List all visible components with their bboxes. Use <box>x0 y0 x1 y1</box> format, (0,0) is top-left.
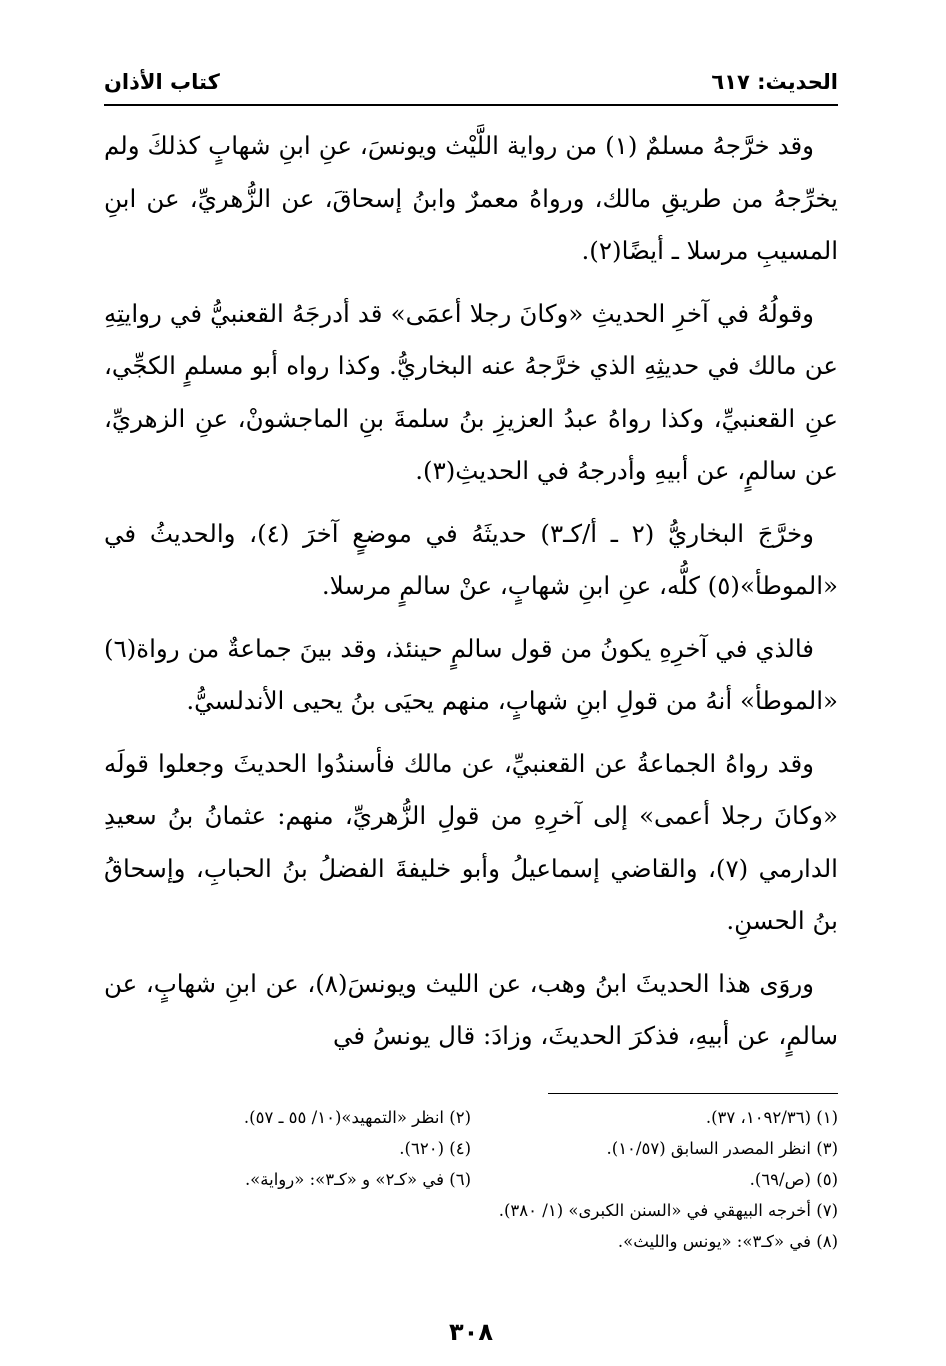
footnote: (٤) (٦٢٠). <box>399 1138 471 1158</box>
page-number: ٣٠٨ <box>449 1318 493 1346</box>
footnote-row <box>104 1226 838 1257</box>
footnotes <box>104 1102 838 1257</box>
footnote: (٥) (ص/٦٩). <box>749 1169 838 1189</box>
hadith-number: الحديث: ٦١٧ <box>711 70 838 94</box>
footnote-row <box>104 1164 838 1195</box>
footnote: (١) (١٠٩٢/٣٦، ٣٧). <box>705 1107 838 1127</box>
footnote-separator <box>548 1093 838 1094</box>
book-page <box>104 66 838 1346</box>
footnote: (٨) في «كـ٣»: «يونس والليث». <box>617 1231 838 1251</box>
footnote: (٢) انظر «التمهيد»(١٠/ ٥٥ ـ ٥٧). <box>243 1107 471 1127</box>
paragraph: وروَى هذا الحديثَ ابنُ وهب، عن الليث ويونسَ(٨)، عن ابنِ شهابٍ، عن سالمٍ، عن أبيهِ، فذكرَ الحديثَ، وزادَ: قال يونسُ في <box>104 968 838 1050</box>
footnote: (٦) في «كـ٢» و «كـ٣»: «رواية». <box>244 1169 471 1189</box>
paragraph: وخرَّجَ البخاريُّ (٢ ـ أ/كـ٣) حديثَهُ في موضعٍ آخرَ (٤)، والحديثُ في «الموطأ»(٥) كلُّه، عنِ ابنِ شهابٍ، عنْ سالمٍ مرسلا. <box>104 518 838 600</box>
paragraph: وقد خرَّجهُ مسلمٌ (١) من رواية اللَّيْث ويونسَ، عنِ ابنِ شهابٍ كذلكَ ولم يخرِّجهُ من طريقِ مالك، ورواهُ معمرٌ وابنُ إسحاقَ، عن الزُّهريِّ، عن ابنِ المسيبِ مرسلا ـ أيضًا(٢). <box>104 131 838 265</box>
chapter-title: كتاب الأذان <box>104 70 220 94</box>
paragraph: وقولُهُ في آخرِ الحديثِ «وكانَ رجلا أعمَى» قد أدرجَهُ القعنبيُّ في روايتِهِ عن مالك في حديثِهِ الذي خرَّجهُ عنه البخاريُّ. وكذا رواه أبو مسلمٍ الكجِّي، عنِ القعنبيِّ، وكذا رواهُ عبدُ العزيزِ بنُ سلمةَ بنِ الماجشونْ، عنِ الزهريِّ، عن سالمٍ، عن أبيهِ وأدرجهُ في الحديثِ(٣). <box>104 298 838 485</box>
paragraph: وقد رواهُ الجماعةُ عن القعنبيِّ، عن مالك فأسندُوا الحديثَ وجعلوا قولَه «وكانَ رجلا أعمى» إلى آخرِهِ من قولِ الزُّهريِّ، منهم: عثمانُ بنُ سعيدِ الدارمي (٧)، والقاضي إسماعيلُ وأبو خليفةَ الفضلُ بنُ الحبابِ، وإسحاقُ بنُ الحسنِ. <box>104 748 838 935</box>
footnote-row <box>104 1133 838 1164</box>
footnote: (٣) انظر المصدر السابق (١٠/٥٧). <box>606 1138 838 1158</box>
header-rule <box>104 104 838 106</box>
footnote: (٧) أخرجه البيهقي في «السنن الكبرى» (١/ ٣٨٠). <box>498 1200 838 1220</box>
paragraph: فالذي في آخرِهِ يكونُ من قول سالمٍ حينئذ، وقد بينَ جماعةٌ من رواة(٦) «الموطأ» أنهُ من قولِ ابنِ شهابٍ، منهم يحيَى بنُ يحيى الأندلسيُّ. <box>104 633 838 715</box>
main-text <box>104 120 838 1063</box>
footnote-row <box>104 1102 838 1133</box>
running-header <box>104 66 838 106</box>
footnote-row <box>104 1195 838 1226</box>
